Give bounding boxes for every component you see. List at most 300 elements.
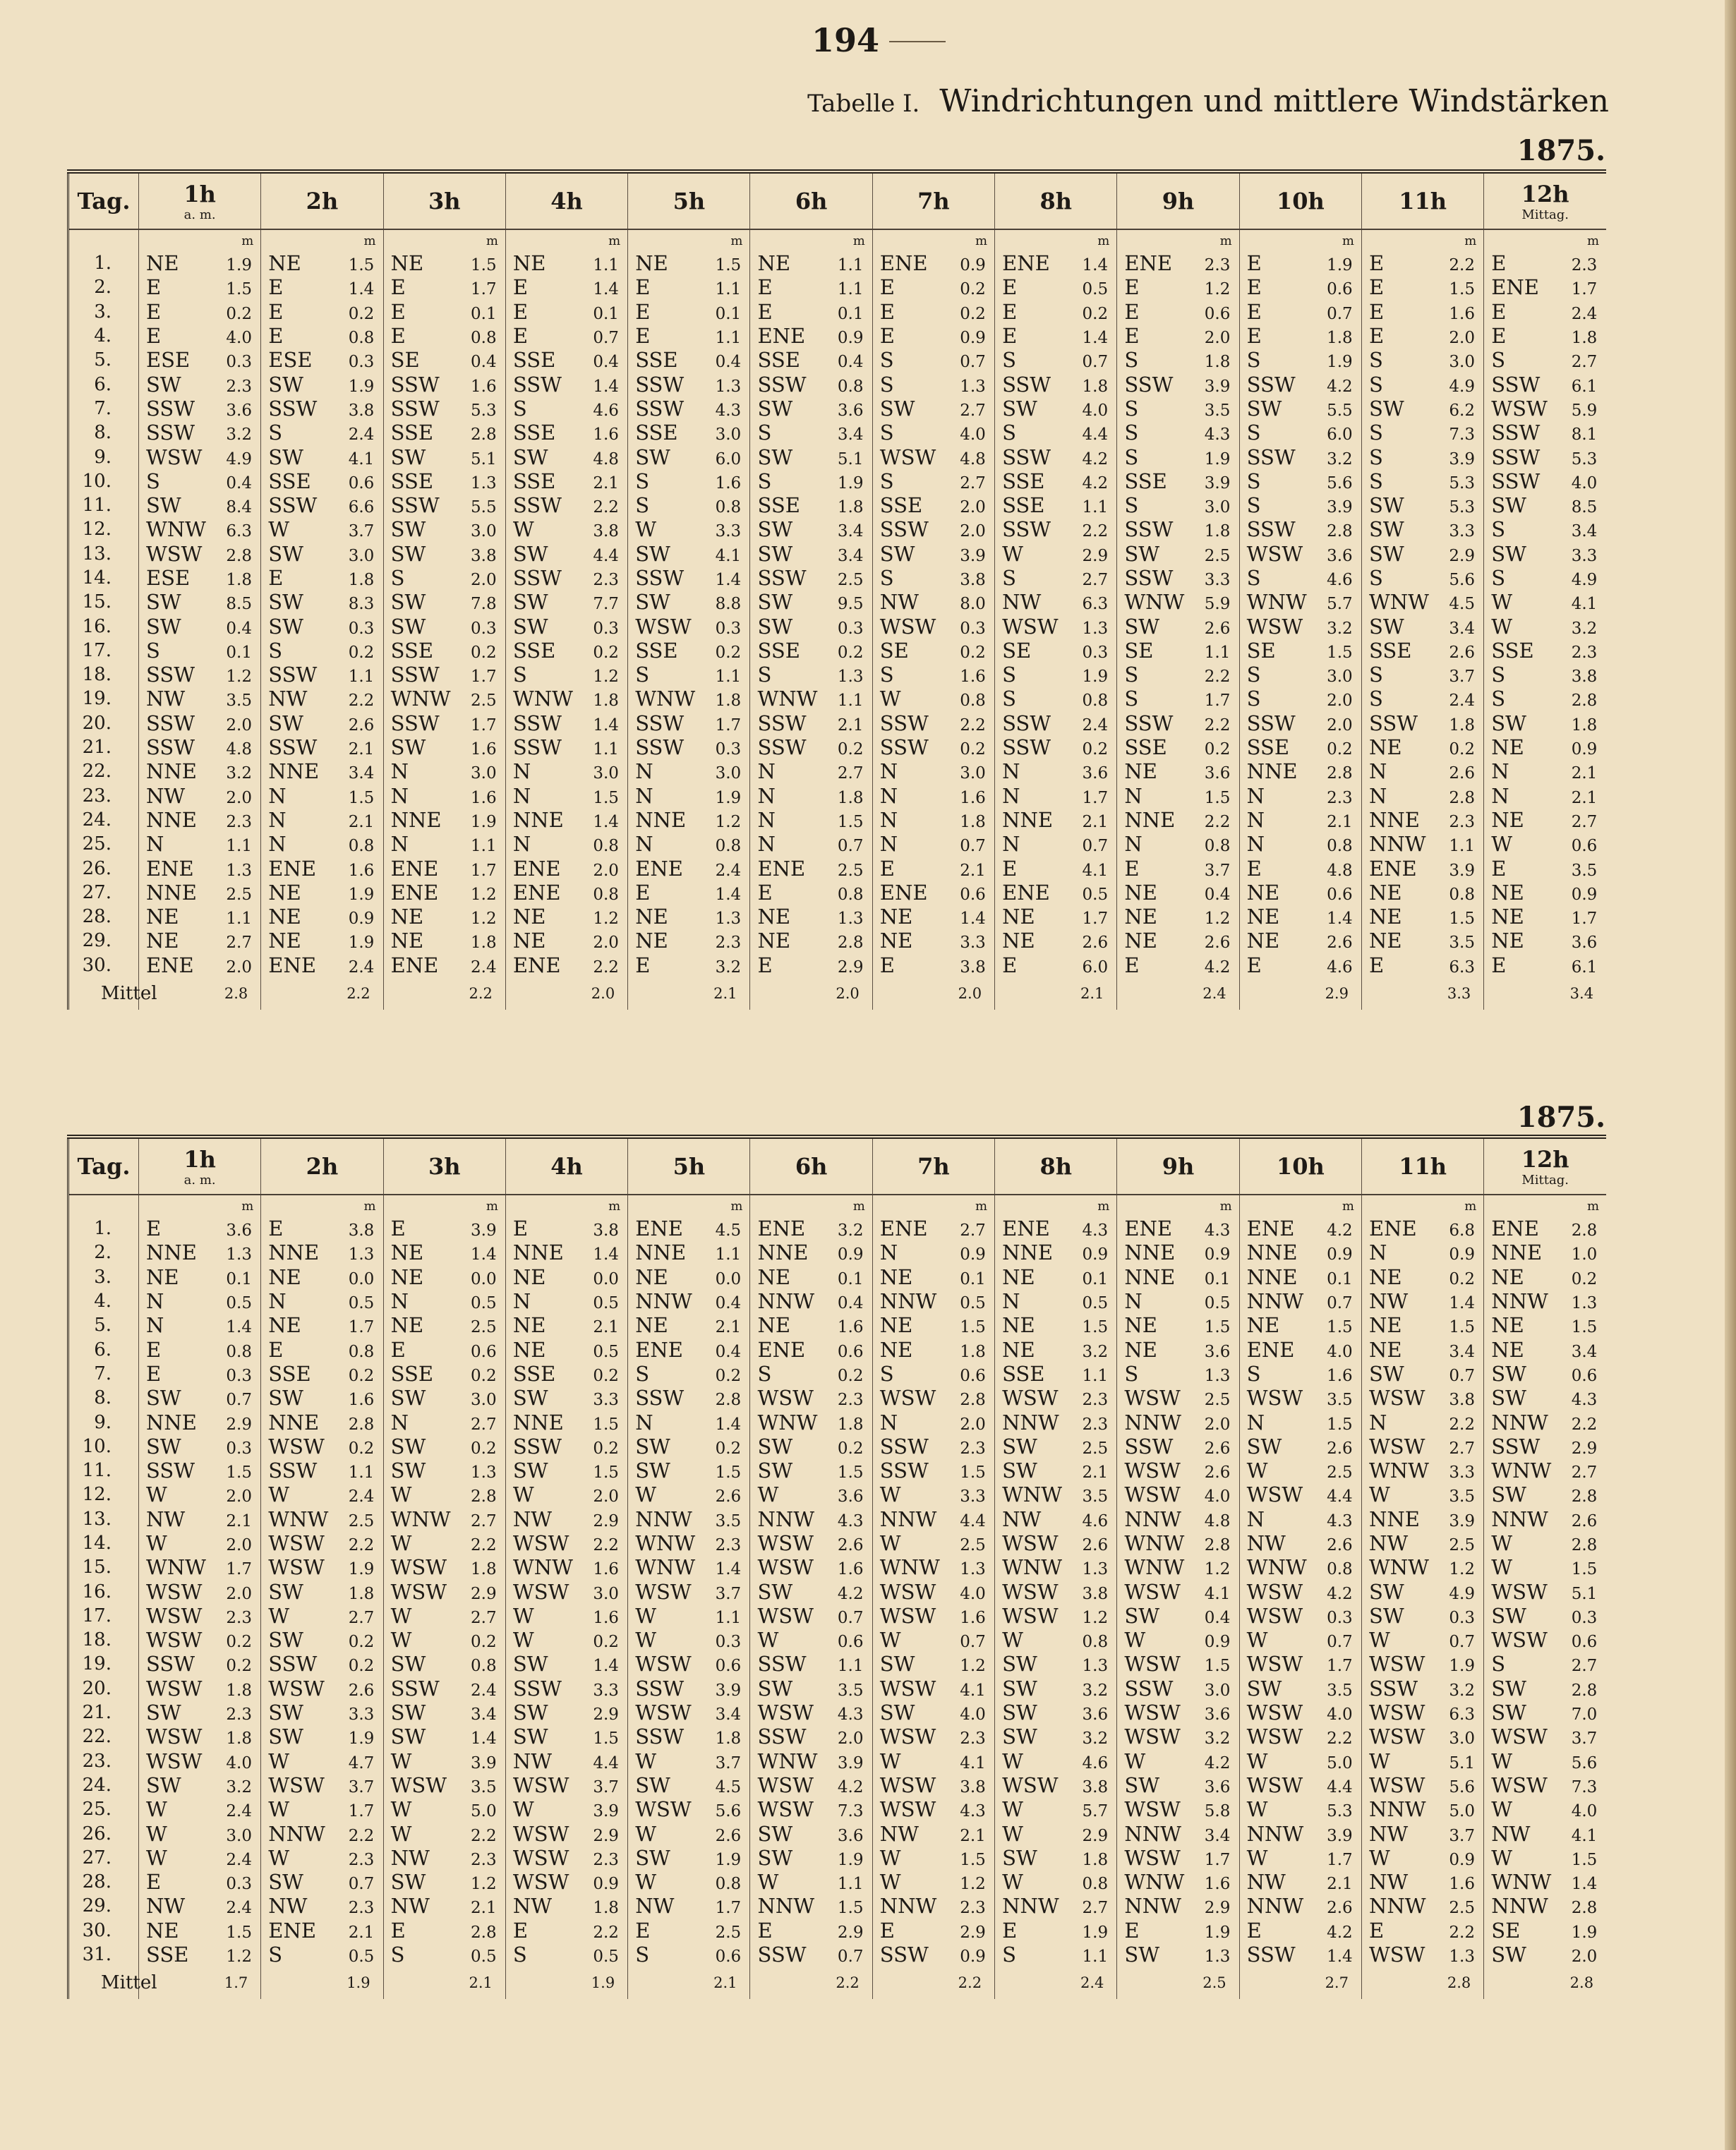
observation-cell: [383, 300, 505, 324]
observation-cell: [1484, 251, 1606, 275]
wind-speed: 0.7: [960, 353, 986, 372]
wind-direction: SW: [1491, 1361, 1526, 1386]
observation-cell: [1361, 251, 1483, 275]
observation-cell: [995, 639, 1117, 663]
observation-cell: [872, 1701, 994, 1725]
wind-speed: 1.4: [715, 1560, 742, 1579]
wind-direction: N: [1124, 1289, 1143, 1314]
observation-cell: [139, 251, 261, 275]
wind-speed: 4.0: [960, 1705, 986, 1725]
wind-speed: 1.9: [1082, 668, 1109, 687]
wind-direction: E: [268, 275, 284, 300]
observation-cell: [750, 881, 872, 905]
wind-direction: S: [879, 566, 894, 590]
wind-direction: SSW: [1246, 1943, 1296, 1967]
wind-speed: 2.0: [226, 1487, 252, 1506]
day-number: 8.: [68, 1386, 139, 1410]
wind-direction: WSW: [1368, 1434, 1425, 1459]
observation-cell: [1239, 1677, 1361, 1701]
observation-cell: [1117, 348, 1239, 372]
wind-direction: NNE: [1002, 1240, 1053, 1265]
table-row: [68, 251, 1607, 275]
observation-cell: [1361, 1337, 1483, 1361]
wind-speed: 2.3: [226, 1608, 252, 1627]
wind-speed: 1.5: [1327, 1318, 1353, 1337]
day-number: 11.: [68, 493, 139, 517]
wind-direction: NNW: [1491, 1506, 1548, 1531]
wind-speed: 5.1: [471, 449, 497, 469]
observation-cell: [750, 421, 872, 445]
observation-cell: [139, 784, 261, 808]
wind-speed: 0.1: [1327, 1269, 1353, 1288]
observation-cell: [1239, 1507, 1361, 1531]
wind-speed: 0.4: [471, 353, 497, 372]
observation-cell: [628, 929, 750, 953]
observation-cell: [1239, 1652, 1361, 1676]
observation-cell: [1484, 639, 1606, 663]
observation-cell: [628, 639, 750, 663]
wind-direction: W: [1246, 1628, 1268, 1653]
observation-cell: [872, 348, 994, 372]
wind-speed: 1.4: [1571, 1875, 1598, 1894]
wind-speed: 3.7: [1571, 1729, 1598, 1749]
wind-direction: E: [146, 324, 162, 349]
observation-cell: [383, 397, 505, 421]
wind-speed: 0.8: [348, 1342, 375, 1361]
observation-cell: [872, 517, 994, 541]
observation-cell: [1117, 1435, 1239, 1459]
wind-speed: 2.6: [1204, 1463, 1231, 1482]
wind-direction: W: [1002, 1628, 1023, 1653]
observation-cell: [1361, 1555, 1483, 1579]
wind-speed: 1.8: [715, 1729, 742, 1749]
wind-direction: SW: [390, 590, 426, 615]
wind-direction: W: [1491, 1749, 1513, 1773]
wind-direction: ENE: [757, 324, 806, 349]
observation-cell: [261, 1943, 383, 1967]
observation-cell: [505, 421, 627, 445]
wind-speed: 1.3: [1082, 1560, 1109, 1579]
wind-direction: WSW: [512, 1531, 569, 1555]
observation-cell: [1484, 1265, 1606, 1289]
wind-speed: 2.4: [1082, 715, 1109, 735]
observation-cell: [505, 1628, 627, 1652]
wind-speed: 1.5: [1449, 910, 1475, 929]
wind-speed: 3.9: [1449, 1511, 1475, 1530]
wind-speed: 4.4: [1327, 1777, 1353, 1796]
hour-label: 1h: [183, 181, 216, 207]
observation-cell: [505, 348, 627, 372]
wind-direction: NE: [1491, 1313, 1524, 1338]
observation-cell: [1117, 1313, 1239, 1337]
wind-speed: 4.0: [1571, 1802, 1598, 1821]
wind-direction: N: [512, 783, 531, 808]
wind-speed: 2.3: [1082, 1391, 1109, 1410]
wind-speed: 2.5: [348, 1511, 375, 1530]
observation-cell: [1361, 1821, 1483, 1845]
wind-speed: 2.2: [1449, 256, 1475, 275]
wind-direction: NW: [1246, 1531, 1286, 1555]
wind-speed: 2.3: [1571, 643, 1598, 662]
wind-direction: E: [390, 1337, 406, 1362]
observation-cell: [1239, 1725, 1361, 1749]
wind-speed: 1.2: [1204, 910, 1231, 929]
mean-value: 3.4: [1484, 977, 1606, 1010]
wind-speed: 2.7: [471, 1511, 497, 1530]
table-row: [68, 1943, 1607, 1967]
wind-speed: 1.2: [960, 1657, 986, 1676]
wind-speed: 8.3: [348, 595, 375, 614]
observation-cell: [505, 614, 627, 638]
mean-value: 1.7: [139, 1967, 261, 1999]
wind-direction: E: [1124, 275, 1140, 300]
wind-direction: NW: [146, 687, 186, 711]
wind-direction: WSW: [1491, 1772, 1548, 1797]
wind-speed: 2.1: [1082, 1463, 1109, 1482]
observation-cell: [139, 856, 261, 880]
observation-cell: [1361, 1410, 1483, 1434]
observation-cell: [872, 1870, 994, 1894]
observation-cell: [628, 275, 750, 299]
wind-speed: 2.4: [226, 1850, 252, 1869]
day-number: 16.: [68, 1579, 139, 1603]
wind-direction: NE: [879, 1264, 913, 1289]
observation-cell: [872, 1628, 994, 1652]
wind-direction: ENE: [879, 880, 928, 905]
wind-speed: 0.6: [837, 1633, 864, 1652]
observation-cell: [995, 1362, 1117, 1386]
wind-direction: SW: [1124, 1603, 1160, 1628]
wind-speed: 1.4: [593, 812, 619, 831]
observation-cell: [1117, 735, 1239, 759]
wind-speed: 5.1: [837, 449, 864, 469]
mean-value: 2.7: [1239, 1967, 1361, 1999]
wind-speed: 1.4: [1449, 1294, 1475, 1313]
observation-cell: [261, 639, 383, 663]
wind-direction: NE: [1002, 1337, 1035, 1362]
observation-cell: [383, 1289, 505, 1313]
observation-cell: [872, 1773, 994, 1797]
wind-speed: 3.6: [837, 1487, 864, 1506]
wind-speed: 0.1: [471, 304, 497, 323]
column-header-hour: [995, 1137, 1117, 1195]
wind-speed: 2.2: [471, 1536, 497, 1554]
wind-direction: SW: [757, 541, 793, 566]
observation-cell: [139, 1337, 261, 1361]
observation-cell: [628, 1604, 750, 1628]
observation-cell: [1484, 1435, 1606, 1459]
wind-speed: 3.8: [1449, 1391, 1475, 1410]
wind-direction: SSW: [635, 735, 685, 760]
column-header-hour: [1117, 1137, 1239, 1195]
wind-direction: SSW: [390, 1676, 440, 1701]
wind-speed: 3.5: [1571, 861, 1598, 880]
wind-speed: 2.4: [348, 425, 375, 445]
wind-table-1: [67, 169, 1606, 1010]
observation-cell: [995, 1870, 1117, 1894]
wind-direction: E: [268, 324, 284, 349]
wind-speed: 3.0: [1204, 1681, 1231, 1700]
observation-cell: [1484, 1531, 1606, 1555]
observation-cell: [750, 832, 872, 856]
wind-direction: NNE: [1368, 1506, 1420, 1531]
observation-cell: [628, 1507, 750, 1531]
observation-cell: [383, 275, 505, 299]
observation-cell: [139, 1531, 261, 1555]
wind-direction: N: [1246, 832, 1265, 857]
wind-speed: 2.1: [1327, 1875, 1353, 1894]
wind-speed: 2.3: [226, 1705, 252, 1725]
wind-direction: E: [512, 1918, 529, 1943]
year-heading-2: 1875.: [1517, 1101, 1605, 1134]
wind-direction: E: [1246, 275, 1262, 300]
wind-direction: WNW: [146, 517, 206, 542]
wind-direction: E: [268, 299, 284, 324]
wind-direction: SSW: [635, 711, 685, 735]
observation-cell: [872, 1677, 994, 1701]
wind-speed: 3.7: [1449, 668, 1475, 687]
wind-speed: 1.3: [1449, 1947, 1475, 1967]
table-row: [68, 300, 1607, 324]
wind-direction: W: [268, 517, 290, 542]
wind-speed: 0.8: [1082, 1633, 1109, 1652]
observation-cell: [505, 856, 627, 880]
wind-direction: E: [268, 1337, 284, 1362]
observation-cell: [628, 1701, 750, 1725]
column-header-day: Tag.: [68, 171, 139, 229]
wind-speed: 0.8: [960, 691, 986, 711]
observation-cell: [750, 1773, 872, 1797]
wind-speed: 3.0: [593, 1584, 619, 1603]
wind-speed: 3.5: [226, 691, 252, 711]
day-number: 10.: [68, 1435, 139, 1459]
wind-speed: 1.6: [593, 1560, 619, 1579]
column-header-hour: [505, 1137, 627, 1195]
observation-cell: [628, 445, 750, 469]
wind-direction: N: [1002, 1289, 1020, 1314]
observation-cell: [995, 1943, 1117, 1967]
observation-cell: [1117, 1943, 1239, 1967]
wind-direction: SSE: [512, 469, 556, 493]
wind-direction: SSE: [390, 421, 433, 445]
observation-cell: [383, 493, 505, 517]
observation-cell: [261, 1216, 383, 1240]
wind-speed: 1.8: [960, 812, 986, 831]
observation-cell: [1484, 1604, 1606, 1628]
observation-cell: [995, 856, 1117, 880]
wind-direction: SW: [757, 517, 793, 542]
wind-speed: 0.2: [715, 643, 742, 662]
wind-speed: 5.9: [1204, 595, 1231, 614]
wind-direction: E: [512, 299, 529, 324]
column-header-hour: [139, 171, 261, 229]
wind-direction: NW: [512, 1749, 553, 1773]
wind-direction: SW: [268, 614, 303, 639]
wind-speed: 0.2: [348, 1657, 375, 1676]
wind-direction: NE: [512, 929, 546, 953]
wind-speed: 1.6: [1449, 304, 1475, 323]
observation-cell: [383, 1604, 505, 1628]
mean-value: 2.8: [1361, 1967, 1483, 1999]
wind-speed: 1.9: [1204, 449, 1231, 469]
wind-speed: 2.1: [593, 1318, 619, 1337]
table-row: [68, 348, 1607, 372]
wind-speed: 3.5: [1449, 934, 1475, 953]
wind-direction: N: [879, 1410, 898, 1435]
wind-direction: WSW: [1246, 1772, 1303, 1797]
wind-speed: 3.9: [593, 1802, 619, 1821]
wind-direction: NNE: [1246, 1264, 1298, 1289]
wind-speed: 1.5: [593, 1463, 619, 1482]
wind-direction: NNE: [1368, 807, 1420, 832]
observation-cell: [750, 1555, 872, 1579]
day-number: 6.: [68, 1337, 139, 1361]
observation-cell: [1239, 590, 1361, 614]
wind-speed: 0.7: [1327, 1294, 1353, 1313]
observation-cell: [1239, 1943, 1361, 1967]
observation-cell: [139, 517, 261, 541]
column-header-hour: [505, 171, 627, 229]
wind-speed: 1.8: [348, 1584, 375, 1603]
mean-label: Mittel: [68, 977, 139, 1010]
wind-direction: NNE: [146, 1240, 197, 1265]
wind-speed: 3.9: [1204, 377, 1231, 396]
wind-speed: 2.8: [960, 1391, 986, 1410]
wind-direction: NE: [757, 929, 791, 953]
wind-direction: NE: [512, 1337, 546, 1362]
wind-speed: 0.1: [837, 1269, 864, 1288]
wind-speed: 1.5: [1571, 1318, 1598, 1337]
wind-direction: E: [390, 324, 406, 349]
observation-cell: [872, 1797, 994, 1821]
observation-cell: [1117, 445, 1239, 469]
observation-cell: [1239, 1894, 1361, 1918]
wind-speed: 2.8: [1449, 788, 1475, 807]
wind-speed: 3.4: [715, 1705, 742, 1725]
wind-speed: 1.3: [471, 473, 497, 493]
observation-cell: [1361, 614, 1483, 638]
wind-speed: 1.3: [1204, 1947, 1231, 1967]
wind-direction: ENE: [1491, 1216, 1539, 1241]
wind-direction: E: [1124, 1918, 1140, 1943]
wind-speed: 1.9: [837, 1850, 864, 1869]
wind-speed: 4.3: [960, 1802, 986, 1821]
wind-speed: 1.9: [348, 934, 375, 953]
wind-direction: S: [1124, 493, 1139, 518]
wind-speed: 0.2: [348, 643, 375, 662]
observation-cell: [872, 1531, 994, 1555]
wind-direction: SW: [1368, 541, 1404, 566]
wind-direction: SSW: [879, 711, 929, 735]
wind-direction: W: [146, 1821, 167, 1846]
wind-speed: 0.1: [960, 1269, 986, 1288]
wind-direction: NNE: [1246, 1240, 1298, 1265]
wind-direction: SSW: [1491, 469, 1541, 493]
wind-direction: E: [1368, 251, 1385, 276]
wind-direction: SSE: [268, 469, 311, 493]
wind-direction: ESE: [146, 348, 191, 373]
observation-cell: [1239, 953, 1361, 977]
wind-speed: 2.6: [1082, 934, 1109, 953]
wind-speed: 1.2: [593, 910, 619, 929]
wind-speed: 2.5: [837, 861, 864, 880]
observation-cell: [1239, 1579, 1361, 1603]
wind-speed: 0.2: [226, 1633, 252, 1652]
wind-direction: NNW: [757, 1894, 815, 1919]
wind-direction: E: [1246, 856, 1262, 881]
observation-cell: [505, 1894, 627, 1918]
wind-speed: 3.9: [960, 546, 986, 565]
observation-cell: [1361, 1240, 1483, 1264]
observation-cell: [1239, 1482, 1361, 1506]
wind-speed: 1.7: [1571, 280, 1598, 299]
observation-cell: [1361, 687, 1483, 711]
wind-direction: S: [1246, 566, 1261, 590]
wind-speed: 1.9: [471, 812, 497, 831]
wind-table-2: [67, 1135, 1606, 1999]
wind-speed: 2.7: [226, 934, 252, 953]
observation-cell: [872, 1216, 994, 1240]
wind-speed: 2.6: [1449, 643, 1475, 662]
wind-direction: NE: [512, 905, 546, 929]
wind-direction: W: [635, 1482, 656, 1507]
wind-direction: WNW: [268, 1506, 329, 1531]
wind-direction: S: [757, 663, 772, 687]
observation-cell: [1239, 808, 1361, 832]
hour-label: 3h: [428, 188, 461, 215]
wind-speed: 2.6: [1327, 1899, 1353, 1918]
wind-speed: 1.1: [593, 740, 619, 759]
mean-value: 2.4: [995, 1967, 1117, 1999]
observation-cell: [1484, 1555, 1606, 1579]
table-row: [68, 493, 1607, 517]
wind-speed: 1.2: [1449, 1560, 1475, 1579]
observation-cell: [1117, 905, 1239, 929]
observation-cell: [1239, 1701, 1361, 1725]
observation-cell: [628, 1289, 750, 1313]
wind-direction: N: [512, 759, 531, 784]
table-row: [68, 1677, 1607, 1701]
wind-speed: 2.8: [226, 546, 252, 565]
wind-speed: 1.8: [837, 498, 864, 517]
wind-direction: NNE: [146, 807, 197, 832]
mean-value: 2.0: [872, 977, 994, 1010]
observation-cell: [995, 251, 1117, 275]
observation-cell: [995, 348, 1117, 372]
wind-speed: 0.2: [593, 1366, 619, 1385]
wind-speed: 3.3: [593, 1391, 619, 1410]
wind-direction: WSW: [268, 1531, 325, 1555]
wind-direction: E: [1368, 1918, 1385, 1943]
mean-value: 2.8: [139, 977, 261, 1010]
observation-cell: [1239, 1289, 1361, 1313]
table-row: [68, 421, 1607, 445]
observation-cell: [1484, 687, 1606, 711]
wind-speed: 4.8: [226, 740, 252, 759]
wind-speed: 4.0: [1082, 401, 1109, 420]
wind-speed: 0.5: [1082, 280, 1109, 299]
wind-speed: 1.3: [226, 861, 252, 880]
wind-speed: 1.9: [1204, 1923, 1231, 1942]
observation-cell: [628, 905, 750, 929]
observation-cell: [628, 1531, 750, 1555]
wind-speed: 0.1: [593, 304, 619, 323]
wind-speed: 2.2: [348, 1826, 375, 1845]
wind-direction: SSW: [757, 372, 807, 397]
wind-direction: W: [879, 1628, 901, 1653]
wind-direction: S: [879, 421, 894, 445]
observation-cell: [995, 784, 1117, 808]
